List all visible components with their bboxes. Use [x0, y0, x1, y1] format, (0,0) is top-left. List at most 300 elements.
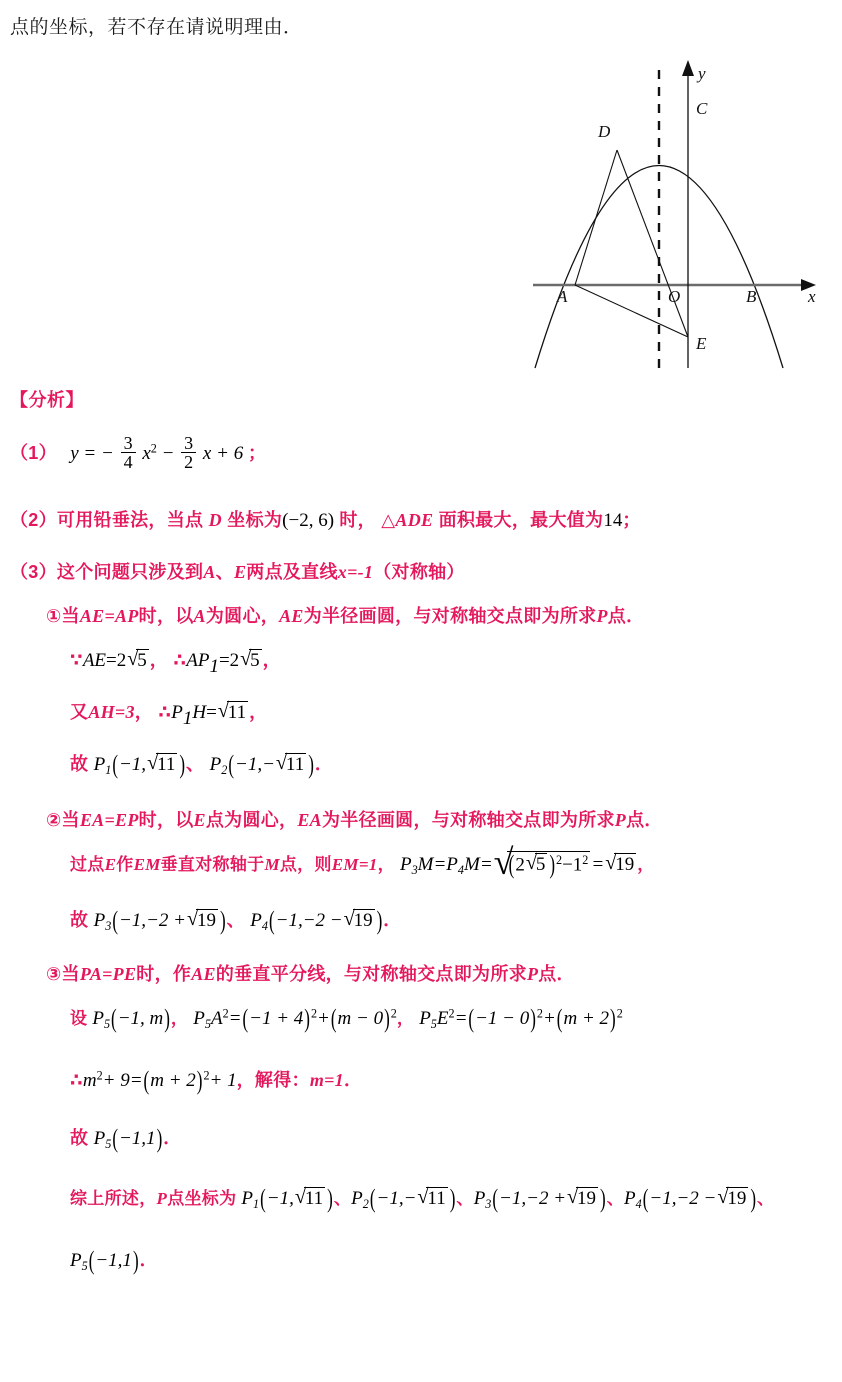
period-4: ．: [163, 1128, 182, 1148]
parabola-figure: [520, 52, 840, 382]
case-2-line-3: [70, 906, 842, 940]
because-symbol: ∵: [70, 650, 83, 670]
p2-radicand: 11: [285, 754, 305, 775]
p5-open-paren: (: [111, 1003, 117, 1033]
part-3-intro-a: 这个问题只涉及到: [56, 562, 204, 582]
cp4-x: −1,: [649, 1188, 677, 1209]
part-2-max-value: 14: [603, 510, 623, 531]
p5r-name: P: [93, 1128, 106, 1149]
cp4-name: P: [624, 1188, 636, 1209]
p5a-term1: −1 + 4: [249, 1008, 304, 1029]
p5a-a: A: [210, 1008, 223, 1029]
comma-2: ，: [262, 650, 281, 670]
case-1-text-a: 当: [61, 606, 80, 626]
cp2-sqrt: [417, 1187, 447, 1210]
point-P2: [209, 749, 315, 779]
cp5-name: P: [70, 1250, 82, 1271]
p4m-m: M: [463, 854, 480, 875]
p5a-t1-close: ): [304, 1003, 310, 1033]
msq-close-paren: ): [196, 1065, 203, 1095]
label-O-origin: O: [668, 287, 681, 306]
cp1-x: −1,: [266, 1188, 294, 1209]
cp3-radicand: 19: [577, 1188, 597, 1209]
c2l2-eq3: =: [591, 854, 605, 875]
p2-name: P: [209, 754, 222, 775]
question-tail-text: 点的坐标，若不存在请说明理由．: [10, 17, 303, 38]
case-2-radius: EA: [297, 810, 322, 830]
cp1-sqrt: [295, 1187, 325, 1210]
conclusion-point-5: [70, 1245, 140, 1275]
p5-coord: −1, m: [117, 1008, 164, 1029]
c2l2-comma: ，: [377, 855, 395, 874]
frac2-numerator: 3: [184, 433, 194, 453]
p1h-subscript: 1: [182, 708, 193, 730]
point-P3: [93, 905, 227, 935]
p5r-close-paren: ): [156, 1123, 163, 1153]
p5e-t2-close: ): [610, 1003, 616, 1033]
case-2-center: E: [193, 810, 206, 830]
msq-m: m: [82, 1070, 97, 1091]
p5e-term2-exp: 2: [616, 1006, 623, 1021]
sep-2: 、: [226, 910, 245, 930]
ap1-equals: =: [218, 650, 230, 671]
fraction-three-halves: [181, 434, 196, 472]
comma-1: ，: [149, 650, 169, 670]
c2l2-var-E: E: [104, 855, 117, 874]
therefore-symbol-1: ∴: [173, 650, 187, 670]
label-A: A: [557, 287, 568, 306]
p1-open-paren: (: [112, 749, 118, 779]
one-exponent: 2: [582, 852, 589, 867]
cp3-close: ): [600, 1183, 606, 1213]
c2l2-EM: EM: [133, 855, 161, 874]
p3-x: −1,: [118, 910, 147, 931]
msq-rhs-exponent: 2: [203, 1068, 210, 1083]
conclusion-last-row: [70, 1246, 842, 1280]
period-3: ．: [343, 1070, 363, 1090]
y-axis-arrow: [682, 60, 694, 76]
p5e-term1-exp: 2: [536, 1006, 543, 1021]
case-1-marker: ①: [46, 606, 62, 626]
part-3-line-equation: x=-1: [337, 562, 374, 582]
p1h-p: P: [171, 702, 183, 723]
fraction-three-fourths: [121, 434, 136, 472]
cp5-sub: 5: [81, 1258, 88, 1273]
cp2-open: (: [369, 1183, 376, 1213]
period-5: ．: [139, 1250, 158, 1270]
eq-lhs: y: [70, 443, 79, 464]
cp2-name: P: [351, 1188, 363, 1209]
frac1-numerator: 3: [123, 433, 133, 453]
ap1-label: AP: [186, 650, 210, 671]
label-B: B: [746, 287, 757, 306]
part-3-intro-c: （对称轴）: [373, 562, 465, 582]
case-2-var-P: P: [614, 810, 627, 830]
case-2-line-2: [70, 850, 842, 886]
c2l2-text-b: 作: [116, 855, 134, 874]
ae-coefficient: 2: [116, 650, 127, 671]
period-1: ．: [314, 754, 334, 774]
sqrt-5-b: [240, 649, 262, 672]
part-3-intro-b: 两点及直线: [246, 562, 338, 582]
p1-name: P: [93, 754, 106, 775]
case-3-text-d: 点．: [538, 964, 575, 984]
c2l2-expression: [399, 849, 637, 879]
p4-close-paren: ): [376, 905, 383, 935]
p4-sqrt: [344, 909, 375, 932]
p5-close-paren: ): [164, 1003, 170, 1033]
p5a-exponent: 2: [222, 1006, 229, 1021]
sqrt-19-a: [605, 853, 636, 876]
conclusion-point-1: [241, 1183, 333, 1213]
conclusion-point-3: [473, 1183, 607, 1213]
c2l2-text-d: 点，则: [279, 855, 332, 874]
inner-exponent: 2: [555, 852, 563, 867]
outer-sqrt: [494, 849, 591, 879]
case-3-line-3: [70, 1066, 842, 1100]
p5e-term2: m + 2: [563, 1008, 610, 1029]
case-2-condition: EA=EP: [79, 810, 139, 830]
case-1-center: A: [193, 606, 206, 626]
msq-equals: =: [129, 1070, 143, 1091]
conclusion-point-2: [351, 1183, 456, 1213]
c2l2-text-c: 垂直对称轴于: [160, 855, 265, 874]
case-1-text-d: 为半径画圆，与对称轴交点即为所求: [303, 606, 597, 626]
p4m-p: P: [446, 854, 458, 875]
csep-3: 、: [606, 1189, 625, 1208]
msq-equation: [82, 1065, 237, 1095]
p3m-p: P: [399, 854, 412, 875]
conclusion-row: [70, 1184, 842, 1220]
msq-exponent: 2: [96, 1068, 103, 1083]
p1-close-paren: ): [179, 749, 186, 779]
p3-name: P: [93, 910, 106, 931]
part-2-var-D: D: [208, 510, 222, 530]
p5a-squared-expression: [193, 1003, 397, 1033]
label-D: D: [598, 122, 611, 141]
ae-equals: =: [106, 650, 117, 671]
eq-term-x2: x: [202, 443, 212, 464]
case-1-condition: AE=AP: [79, 606, 139, 626]
eq-constant: 6: [233, 443, 244, 464]
outer-radicand: [507, 849, 591, 879]
part-2-text-c: 时，: [339, 510, 376, 530]
point-P5-result: [93, 1123, 164, 1153]
p4m-sub: 4: [457, 862, 464, 877]
analysis-heading: 【分析】: [10, 390, 84, 410]
part-2-text-d: 面积最大，最大值为: [438, 510, 604, 530]
cp1-sub: 1: [253, 1196, 260, 1211]
ae-label: AE: [82, 650, 107, 671]
gu-text-2: 故: [70, 910, 89, 930]
label-x-axis: x: [808, 287, 816, 306]
eq-minus-2: −: [161, 443, 175, 464]
case-1-line-4: [70, 750, 842, 784]
eq-minus-1: −: [101, 443, 114, 464]
conclusion-lead: 综上所述，: [70, 1189, 157, 1208]
p4-subscript: 4: [261, 918, 268, 933]
p5e-term1: −1 − 0: [475, 1008, 530, 1029]
csep-2: 、: [456, 1189, 474, 1208]
p4-radicand: 19: [353, 910, 373, 931]
p5a-p: P: [193, 1008, 205, 1029]
figure-svg: [520, 52, 840, 382]
inner-one: 1: [572, 854, 583, 875]
p3-y-lead: −2 +: [146, 910, 186, 931]
csep-1: 、: [333, 1189, 352, 1208]
again-text: 又: [70, 702, 89, 722]
case-1-text-c: 为圆心，: [205, 606, 280, 626]
p1-subscript: 1: [105, 762, 112, 777]
p3m-sub: 3: [411, 862, 418, 877]
p2-open-paren: (: [228, 749, 235, 779]
cp3-name: P: [473, 1188, 486, 1209]
cp2-sign: −: [403, 1188, 417, 1209]
cp2-radicand: 11: [427, 1188, 446, 1209]
case-2-text-d: 为半径画圆，与对称轴交点即为所求: [321, 810, 615, 830]
frac1-denominator: 4: [121, 452, 136, 471]
case-2-marker: ②: [46, 810, 62, 830]
eq-exponent-2: 2: [150, 441, 157, 456]
c3l2-comma1: ，: [170, 1009, 189, 1028]
part-3-var-A: A: [203, 562, 216, 582]
p5a-t2-close: ): [384, 1003, 390, 1033]
msq-plus-1: + 1: [209, 1070, 237, 1091]
case-1-radius: AE: [279, 606, 304, 626]
p5a-sub: 5: [204, 1016, 211, 1031]
part-2-triangle-ADE: △ADE: [381, 510, 434, 530]
c2l2-var-M: M: [264, 855, 280, 874]
cp5-close: ): [132, 1245, 139, 1275]
sqrt-5-radicand: 5: [137, 650, 147, 671]
case-2-text-e: 点．: [626, 810, 663, 830]
point-P1: [93, 749, 186, 779]
p5e-t2-open: (: [556, 1003, 563, 1033]
part-2-coordinate: (−2, 6): [282, 510, 335, 531]
eq-equals: =: [83, 443, 97, 464]
gu-text-1: 故: [70, 754, 89, 774]
cp4-sqrt: [717, 1187, 748, 1210]
p3-radicand: 19: [196, 910, 216, 931]
c2l2-EM-value: EM=1: [331, 855, 378, 874]
p2-x: −1,: [235, 754, 263, 775]
case-3-marker: ③: [46, 964, 62, 984]
c2l2-eq2: =: [479, 854, 493, 875]
p2-y-sign: −: [262, 754, 275, 775]
part-1-number: （1）: [10, 443, 57, 463]
p4-x: −1,: [275, 910, 303, 931]
part-2-text-a: 可用铅垂法，当点: [56, 510, 204, 530]
case-2-text-b: 时，以: [138, 810, 194, 830]
p5a-plus: +: [317, 1008, 330, 1029]
cp2-close: ): [449, 1183, 456, 1213]
case-3-condition: PA=PE: [79, 964, 137, 984]
p5a-t1-open: (: [242, 1003, 249, 1033]
msq-rhs-term: m + 2: [150, 1070, 196, 1091]
ah-value: AH=3: [88, 702, 135, 722]
c2l2-text-a: 过点: [70, 855, 105, 874]
part-3-var-E: E: [233, 562, 247, 582]
p2-sqrt: [276, 753, 306, 776]
case-1-line-3: [70, 698, 842, 728]
part-1-trailing: ；: [247, 443, 267, 463]
therefore-symbol-3: ∴: [70, 1070, 83, 1090]
conclusion-lead-2: 点坐标为: [167, 1189, 237, 1208]
p1-x: −1,: [118, 754, 147, 775]
eq-plus: +: [216, 443, 229, 464]
msq-plus-9: + 9: [102, 1070, 130, 1091]
p2-subscript: 2: [221, 762, 228, 777]
msq-open-paren: (: [143, 1065, 150, 1095]
cp1-radicand: 11: [304, 1188, 324, 1209]
p5a-term2: m − 0: [337, 1008, 384, 1029]
p4-open-paren: (: [268, 905, 275, 935]
part-2-row: [10, 506, 842, 532]
p5a-t2-open: (: [330, 1003, 337, 1033]
eq-term-x1: x: [142, 443, 151, 464]
p5e-e: E: [436, 1008, 449, 1029]
p5r-coord: −1,1: [118, 1128, 156, 1149]
inner-open-paren: (: [508, 849, 515, 879]
p5-subscript: 5: [103, 1016, 111, 1031]
p5e-exponent: 2: [448, 1006, 455, 1021]
cp3-open: (: [492, 1183, 499, 1213]
comma-3: ，: [134, 702, 154, 722]
cp1-name: P: [241, 1188, 254, 1209]
part-2-number: （2）: [10, 510, 57, 530]
p5e-p: P: [419, 1008, 431, 1029]
label-y-axis: y: [698, 64, 706, 83]
case-2-text-c: 点为圆心，: [205, 810, 298, 830]
p3-open-paren: (: [112, 905, 118, 935]
cp3-sqrt: [567, 1187, 598, 1210]
cp5-open: (: [88, 1245, 95, 1275]
case-3-row: [46, 960, 842, 986]
case-3-AE: AE: [191, 964, 216, 984]
inner-sqrt-radicand: 5: [535, 854, 546, 875]
part-3-number: （3）: [10, 562, 57, 582]
m-answer: m=1: [309, 1070, 344, 1090]
cp4-close: ): [750, 1183, 757, 1213]
p1h-h: H: [192, 702, 207, 723]
part-2-trailing: ；: [622, 510, 641, 530]
p5-name: P: [92, 1008, 104, 1029]
cp5-coord: −1,1: [95, 1250, 132, 1271]
cp4-sub: 4: [635, 1196, 642, 1211]
case-1-row: [46, 602, 842, 628]
case-1-var-P: P: [596, 606, 608, 626]
sqrt-11-radicand: 11: [227, 702, 247, 723]
p5a-equals: =: [228, 1008, 242, 1029]
analysis-section: [0, 386, 842, 1280]
ap1-subscript: 1: [209, 656, 219, 678]
part-1-row: [10, 434, 842, 480]
c2l2-tail: ，: [637, 855, 655, 874]
p5e-plus: +: [542, 1008, 556, 1029]
case-3-var-P: P: [526, 964, 539, 984]
p2-close-paren: ): [308, 749, 314, 779]
part-2-text-b: 坐标为: [227, 510, 283, 530]
comma-4: ，: [249, 702, 268, 722]
p5r-open-paren: (: [112, 1123, 118, 1153]
gu-text-3: 故: [70, 1128, 89, 1148]
inner-close-paren: ): [549, 849, 555, 879]
cp2-sub: 2: [362, 1196, 369, 1211]
inner-sqrt-5: [526, 853, 548, 876]
sqrt-5b-radicand: 5: [250, 650, 260, 671]
case-1-line-2: [70, 646, 842, 676]
ap1-coefficient: 2: [229, 650, 240, 671]
p5e-equals: =: [454, 1008, 468, 1029]
p5e-t1-open: (: [468, 1003, 475, 1033]
cp1-open: (: [260, 1183, 266, 1213]
p5e-squared-expression: [419, 1003, 623, 1033]
case-3-text-b: 时，作: [136, 964, 192, 984]
p1-sqrt: [147, 753, 177, 776]
p4-name: P: [250, 910, 262, 931]
case-3-line-4: [70, 1124, 842, 1158]
case-2-row: [46, 806, 842, 832]
cp2-x: −1,: [376, 1188, 404, 1209]
c3l3-comma: ，: [236, 1070, 255, 1090]
case-2-text-a: 当: [61, 810, 80, 830]
cp4-radicand: 19: [727, 1188, 747, 1209]
part-3-sep: 、: [215, 562, 234, 582]
cp3-x: −1,: [499, 1188, 527, 1209]
p5e-sub: 5: [430, 1016, 437, 1031]
p5r-subscript: 5: [105, 1136, 112, 1151]
she-text: 设: [70, 1009, 88, 1028]
inner-minus: −: [562, 854, 573, 875]
sep-1: 、: [186, 754, 205, 774]
p3-close-paren: ): [219, 905, 226, 935]
point-P5-def: [92, 1003, 171, 1033]
case-3-text-c: 的垂直平分线，与对称轴交点即为所求: [215, 964, 527, 984]
case-1-text-e: 点．: [607, 606, 645, 626]
part-1-equation: [70, 433, 248, 473]
p5e-t1-close: ): [530, 1003, 536, 1033]
therefore-symbol-2: ∴: [158, 702, 172, 722]
case-3-line-2: [70, 1004, 842, 1040]
cp3-lead: −2 +: [526, 1188, 567, 1209]
p3-subscript: 3: [105, 918, 112, 933]
c3l2-comma2: ，: [396, 1009, 415, 1028]
cp3-sub: 3: [485, 1196, 492, 1211]
case-1-text-b: 时，以: [138, 606, 194, 626]
inner-coefficient: 2: [515, 854, 525, 875]
conclusion-var-P: P: [156, 1189, 168, 1208]
part-3-row: [10, 558, 842, 584]
conclusion-point-4: [624, 1183, 757, 1213]
p5a-term1-exp: 2: [310, 1006, 318, 1021]
p1h-equals: =: [206, 702, 217, 723]
case-3-text-a: 当: [61, 964, 80, 984]
c2l2-eq1: =: [433, 854, 447, 875]
cp4-lead: −2 −: [676, 1188, 717, 1209]
segment-A-D: [575, 150, 617, 285]
sqrt-11-a: [218, 701, 248, 724]
p5a-term2-exp: 2: [390, 1006, 397, 1021]
label-C: C: [696, 99, 708, 118]
frac2-denominator: 2: [181, 452, 196, 471]
period-2: ．: [383, 910, 402, 930]
cp1-close: ): [327, 1183, 333, 1213]
solve-label: 解得：: [254, 1070, 310, 1090]
cp4-open: (: [642, 1183, 649, 1213]
csep-4: 、: [757, 1189, 775, 1208]
sqrt-5-a: [127, 649, 149, 672]
point-P4: [250, 905, 383, 935]
